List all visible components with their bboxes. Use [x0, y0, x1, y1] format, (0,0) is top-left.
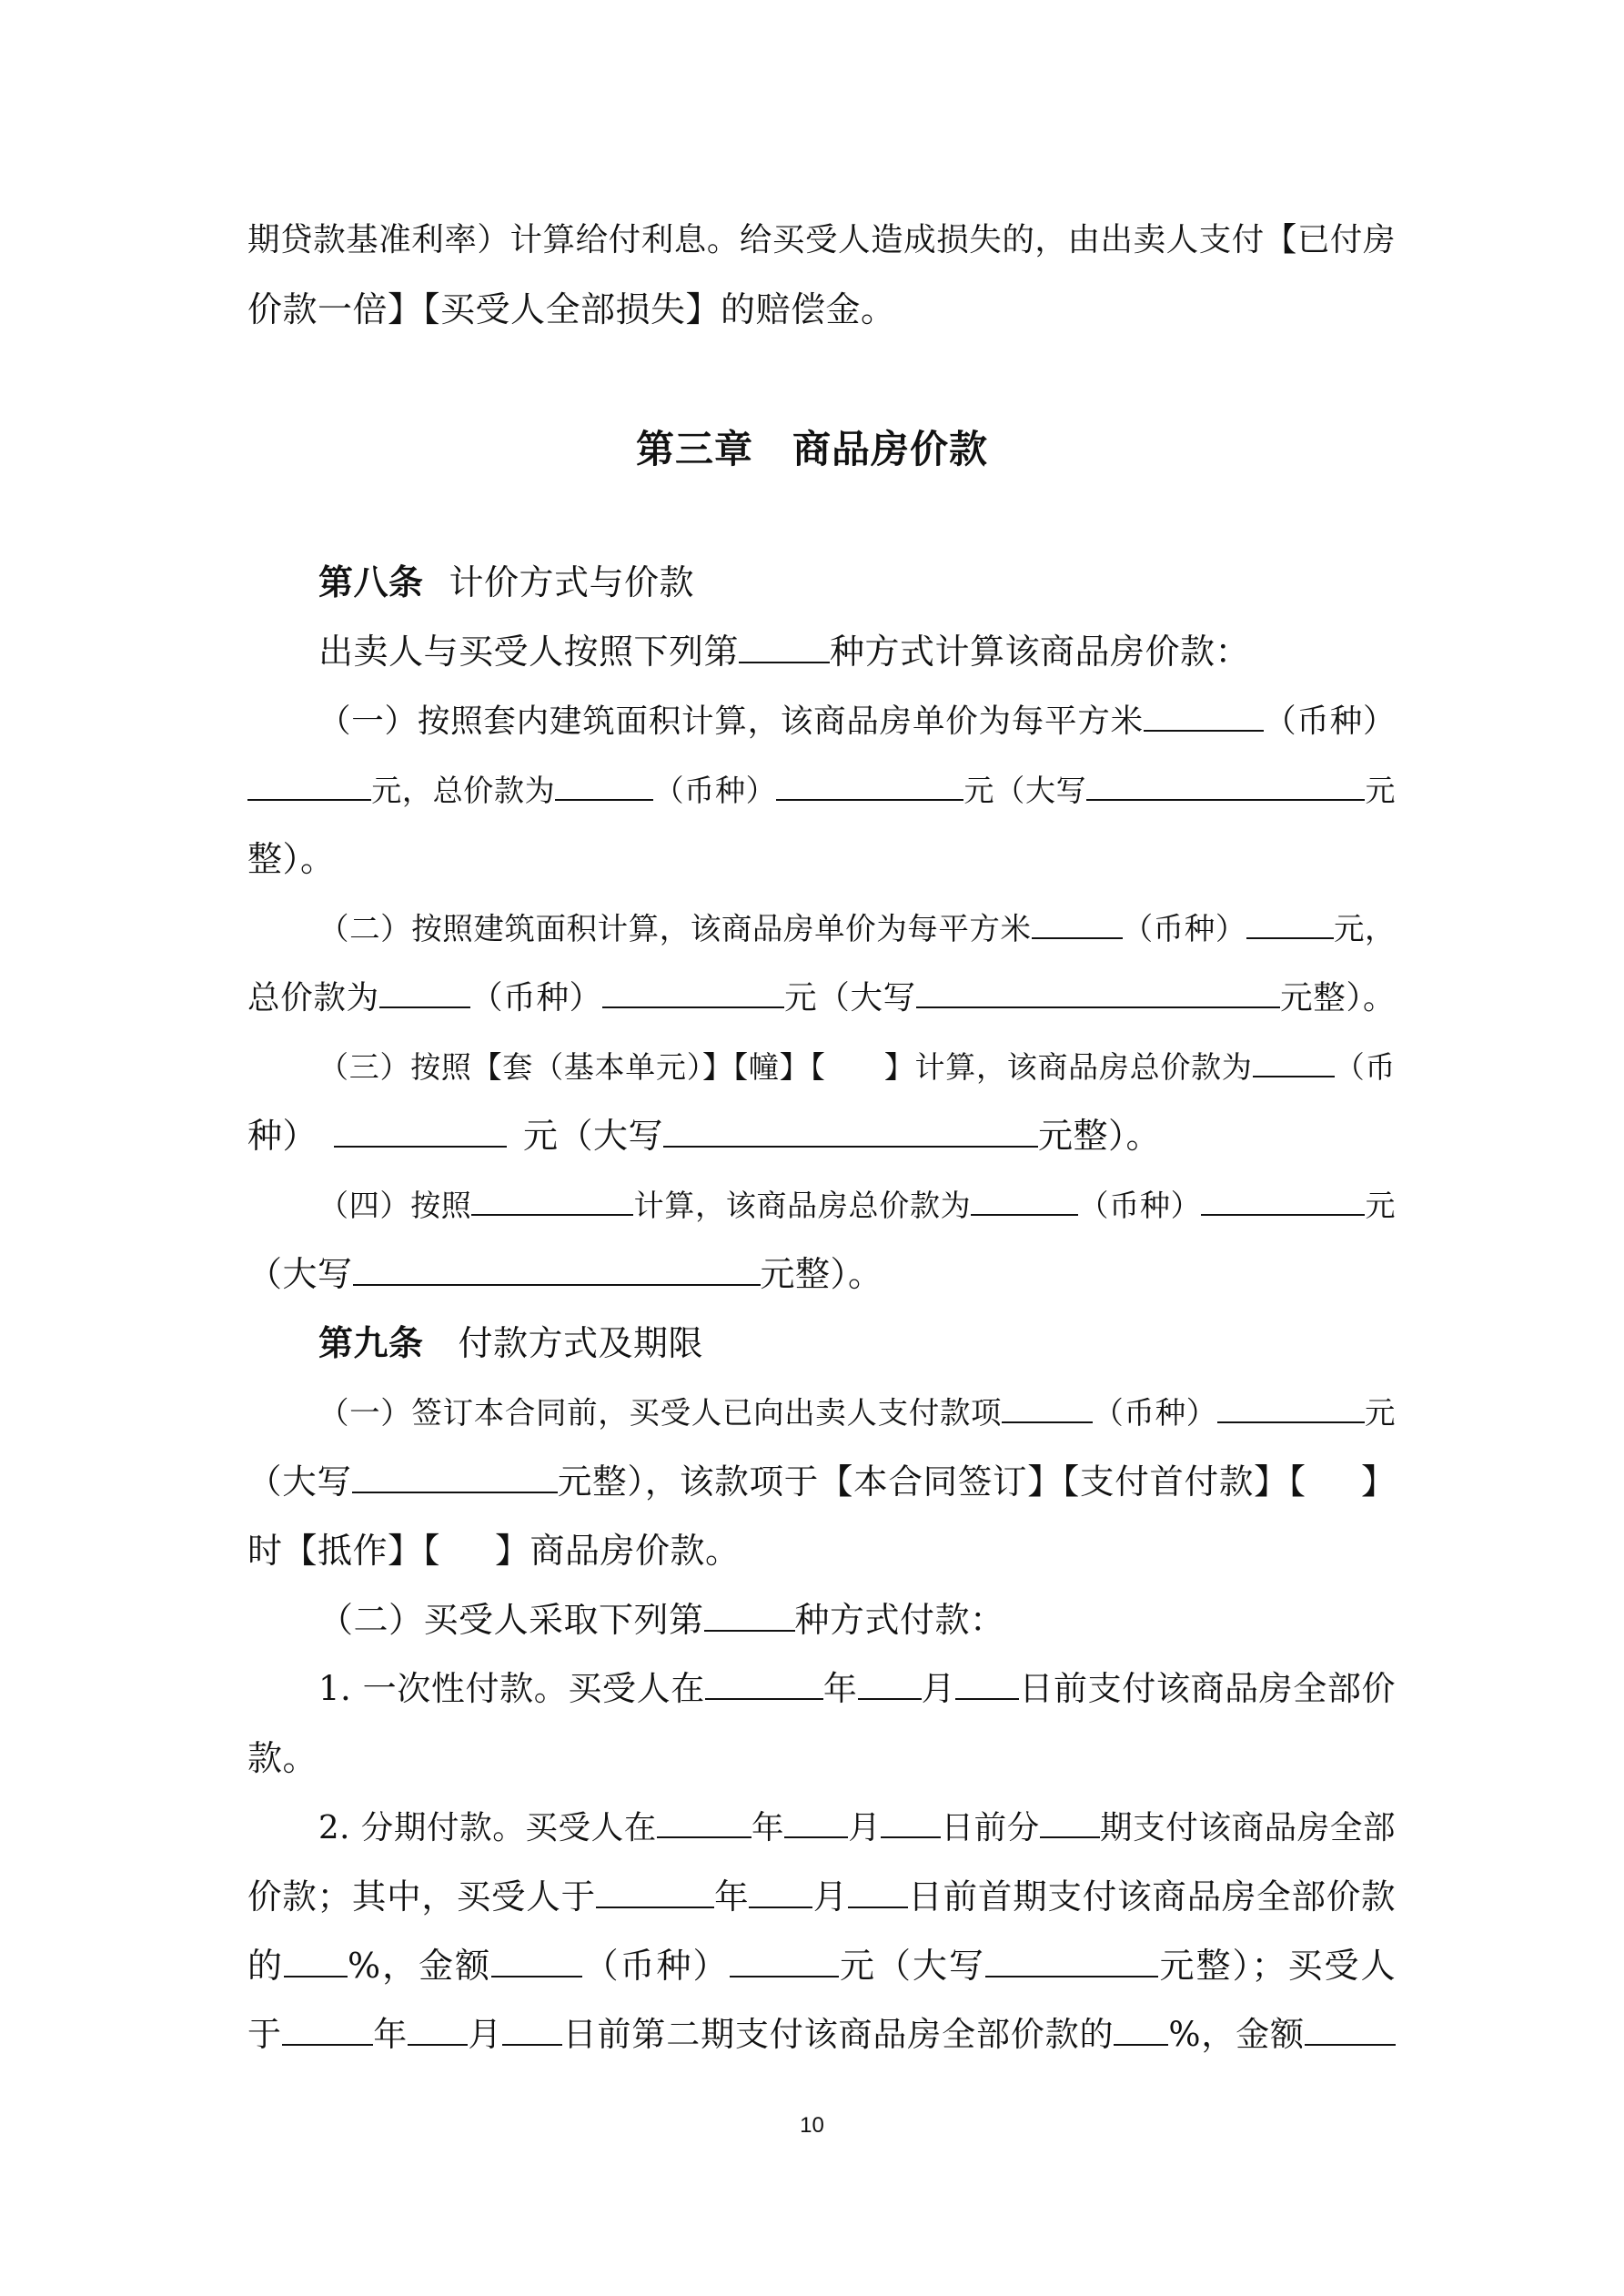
- blank-field[interactable]: [881, 1804, 941, 1838]
- art8-opt2-line1: （二）按照建筑面积计算，该商品房单价为每平方米 （币种） 元，: [318, 905, 1396, 952]
- art9-p1-line2: （大写 元整），该款项于【本合同签订】【支付首付款】【 】: [247, 1458, 1396, 1505]
- blank-field[interactable]: [353, 1251, 761, 1286]
- blank-field[interactable]: [739, 629, 830, 663]
- blank-field[interactable]: [408, 2011, 468, 2046]
- article-9-heading: [318, 1320, 1396, 1367]
- blank-field[interactable]: [502, 2011, 562, 2046]
- blank-field[interactable]: [284, 1943, 348, 1977]
- art8-opt4-line1: （四）按照 计算，该商品房总价款为 （币种） 元: [318, 1181, 1396, 1229]
- blank-field[interactable]: [596, 1874, 714, 1908]
- art9-method1-line1: 1. 一次性付款。买受人在 年 月 日前支付该商品房全部价: [318, 1665, 1396, 1713]
- art9-p2: （二）买受人采取下列第 种方式付款：: [318, 1596, 1396, 1644]
- blank-field[interactable]: [1002, 1389, 1093, 1423]
- blank-field[interactable]: [491, 1943, 582, 1977]
- art9-p1-line1: （一）签订本合同前，买受人已向出卖人支付款项 （币种） 元: [318, 1389, 1396, 1436]
- blank-field[interactable]: [916, 974, 1280, 1008]
- article-9-subject: 付款方式及期限: [458, 1323, 704, 1363]
- blank-field[interactable]: [1144, 697, 1264, 732]
- blank-field[interactable]: [1114, 2011, 1168, 2046]
- art9-method1-line2: 款。: [247, 1738, 318, 1778]
- article-9-title: 第九条: [318, 1322, 424, 1363]
- blank-field[interactable]: [730, 1943, 839, 1977]
- blank-field[interactable]: [282, 2011, 373, 2046]
- blank-field[interactable]: [858, 1665, 922, 1700]
- art8-opt4-line2: （大写 元整）。: [247, 1250, 1396, 1298]
- blank-field[interactable]: [749, 1874, 812, 1908]
- blank-field[interactable]: [657, 1804, 751, 1838]
- blank-field[interactable]: [971, 1181, 1078, 1216]
- blank-field[interactable]: [334, 1113, 507, 1148]
- blank-field[interactable]: [379, 974, 470, 1008]
- blank-field[interactable]: [1086, 766, 1365, 801]
- blank-field[interactable]: [471, 1181, 633, 1216]
- art9-method2-line4: 于 年 月 日前第二期支付该商品房全部价款的 %，金额: [247, 2011, 1396, 2058]
- art8-opt2-line2: 总价款为 （币种） 元（大写 元整）。: [247, 974, 1396, 1021]
- article-8-title: 第八条: [318, 561, 424, 602]
- art8-opt1-line1: （一）按照套内建筑面积计算，该商品房单价为每平方米 （币种）: [318, 697, 1396, 744]
- blank-field[interactable]: [1032, 905, 1123, 939]
- blank-field[interactable]: [663, 1113, 1038, 1148]
- blank-field[interactable]: [704, 1597, 795, 1632]
- blank-field[interactable]: [1040, 1804, 1100, 1838]
- blank-field[interactable]: [555, 766, 653, 801]
- art8-opt1-line2: 元，总价款为 （币种） 元（大写 元: [247, 766, 1396, 814]
- blank-field[interactable]: [848, 1874, 908, 1908]
- intro-line-1: 期贷款基准利率）计算给付利息。给买受人造成损失的，由出卖人支付【已付房: [247, 221, 1396, 258]
- blank-field[interactable]: [1201, 1181, 1365, 1216]
- art9-method2-line1: 2. 分期付款。买受人在 年 月 日前分 期支付该商品房全部: [318, 1804, 1396, 1851]
- blank-field[interactable]: [705, 1665, 823, 1700]
- intro-line-2: 价款一倍】【买受人全部损失】的赔偿金。: [247, 289, 896, 329]
- chapter-title: 第三章 商品房价款: [635, 427, 988, 471]
- blank-field[interactable]: [247, 766, 371, 801]
- blank-field[interactable]: [1253, 1043, 1335, 1077]
- article-8-heading: [318, 559, 1396, 606]
- art9-method2-line3: 的 %，金额 （币种） 元（大写 元整）；买受人: [247, 1942, 1396, 1989]
- art8-method-choice: 出卖人与买受人按照下列第 种方式计算该商品房价款：: [318, 628, 1396, 675]
- art8-opt3-line1: （三）按照【套（基本单元）】【幢】【 】计算，该商品房总价款为 （币: [318, 1043, 1396, 1090]
- page-number: 10: [800, 2113, 824, 2138]
- blank-field[interactable]: [1246, 905, 1334, 939]
- article-8-subject: 计价方式与价款: [449, 562, 695, 602]
- blank-field[interactable]: [985, 1943, 1158, 1977]
- blank-field[interactable]: [1305, 2011, 1396, 2046]
- art8-opt3-line2: 种） 元（大写 元整）。: [247, 1112, 1396, 1159]
- art9-method2-line2: 价款；其中，买受人于 年 月 日前首期支付该商品房全部价款: [247, 1873, 1396, 1920]
- art9-p1-line3: 时【抵作】【 】商品房价款。: [247, 1531, 741, 1571]
- art8-opt1-line3: 整）。: [247, 839, 336, 879]
- blank-field[interactable]: [352, 1459, 558, 1493]
- blank-field[interactable]: [776, 766, 963, 801]
- blank-field[interactable]: [955, 1665, 1019, 1700]
- blank-field[interactable]: [1217, 1389, 1365, 1423]
- blank-field[interactable]: [784, 1804, 848, 1838]
- blank-field[interactable]: [602, 974, 784, 1008]
